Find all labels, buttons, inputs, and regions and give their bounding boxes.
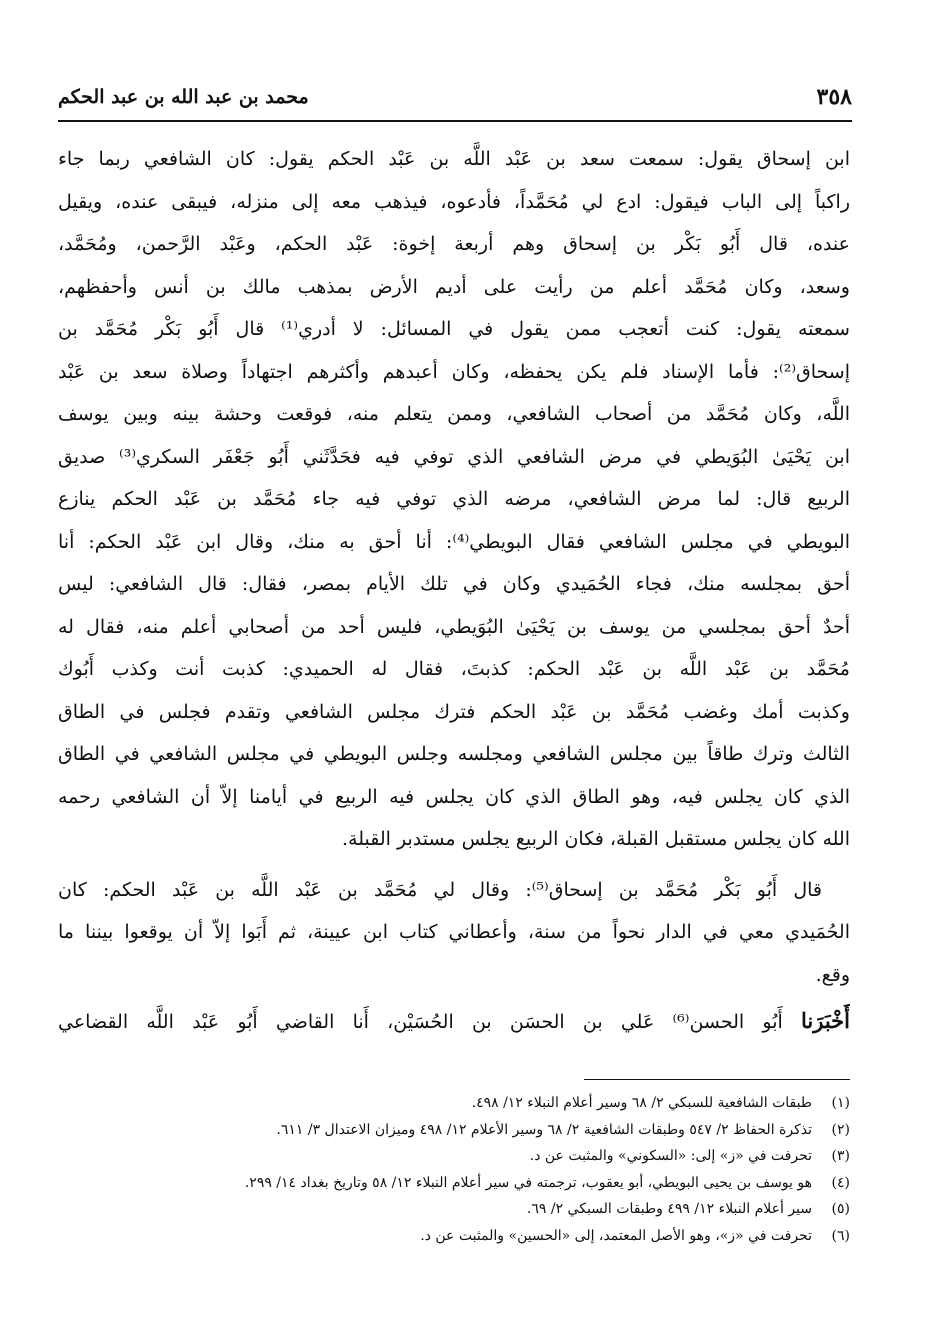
text-line: أحق بمجلسه منك، فجاء الحُمَيدي وكان في تلك الأيام بمصر، فقال: قال الشافعي: ليس bbox=[58, 573, 850, 595]
footnote-number: (٥) bbox=[831, 1201, 850, 1218]
text-line: الله كان يجلس مستقبل القبلة، فكان الربيع يجلس مستدبر القبلة. bbox=[342, 828, 850, 850]
text-line: وسعد، وكان مُحَمَّد أعلم من رأيت على أديم الأرض بمذهب مالك بن أنس وأحفظهم، bbox=[58, 275, 850, 298]
text-line: ابن إسحاق يقول: سمعت سعد بن عَبْد اللَّه بن عَبْد الحكم يقول: كان الشافعي ربما جاء bbox=[58, 148, 850, 170]
text-line: إسحاق⁽²⁾: فأما الإسناد فلم يكن يحفظه، وكان أعبدهم وأكثرهم اجتهاداً وصلاة سعد بن عَبْد bbox=[58, 360, 850, 383]
text-line: الحُمَيدي معي في الدار نحواً من سنة، وأعطاني كتاب ابن عيينة، ثم أَبَوا إلاّ أن يوقعوا بيننا ما bbox=[58, 921, 850, 943]
footnote-text: تحرفت في «ز» إلى: «السكوني» والمثبت عن د. bbox=[529, 1148, 812, 1165]
text-line: عنده، قال أَبُو بَكْر بن إسحاق وهم أربعة إخوة: عَبْد الحكم، وعَبْد الرَّحمن، ومُحَمَّد، bbox=[58, 233, 850, 255]
paragraph-3 bbox=[58, 1000, 850, 1043]
text-line: قال أَبُو بَكْر مُحَمَّد بن إسحاق⁽⁵⁾: وقال لي مُحَمَّد بن عَبْد اللَّه بن عَبْد الحكم: كان bbox=[58, 878, 822, 901]
text-line: سمعته يقول: كنت أتعجب ممن يقول في المسائل: لا أدري⁽¹⁾ قال أَبُو بَكْر مُحَمَّد بن bbox=[58, 318, 850, 340]
header-rule bbox=[58, 120, 852, 122]
footnote-number: (٢) bbox=[831, 1121, 850, 1138]
text-line: الذي كان يجلس فيه، وهو الطاق الذي كان يجلس فيه الربيع في أيامنا إلاّ أن الشافعي رحمه bbox=[58, 785, 850, 808]
page-number: ٣٥٨ bbox=[816, 84, 852, 110]
footnote-text: هو يوسف بن يحيى البويطي، أبو يعقوب، ترجمته في سير أعلام النبلاء ١٢/ ٥٨ وتاريخ بغداد ١٤/ ٢٩٩. bbox=[244, 1174, 812, 1191]
text-line: وقع. bbox=[815, 963, 850, 986]
text-line bbox=[58, 1000, 850, 1043]
narration-text: أَبُو الحسن⁽⁶⁾ عَلي بن الحسَن بن الحُسَيْن، أَنا القاضي أَبُو عَبْد اللَّه القضاعي bbox=[58, 1011, 802, 1033]
narration-lead: أَخْبَرَنا bbox=[801, 1008, 850, 1033]
paragraph-1 bbox=[58, 138, 850, 861]
text-line: راكباً إلى الباب فيقول: ادع لي مُحَمَّداً، فأدعوه، فيذهب معه إلى منزله، فيبقى عنده، ويقيل bbox=[58, 190, 850, 213]
paragraph-gap bbox=[58, 861, 850, 869]
footnote bbox=[58, 1170, 850, 1197]
text-line: اللَّه، وكان مُحَمَّد من أصحاب الشافعي، وممن يتعلم منه، فوقعت وحشة بينه وبين يوسف bbox=[58, 403, 850, 425]
footnote-text: سير أعلام النبلاء ١٢/ ٤٩٩ وطبقات السبكي ٢/ ٦٩. bbox=[526, 1201, 812, 1218]
footnote-number: (١) bbox=[831, 1095, 850, 1112]
text-line: وكذبت أمك وغضب مُحَمَّد بن عَبْد الحكم فترك مجلس الشافعي وتقدم فجلس في الطاق bbox=[58, 700, 850, 723]
text-line: الربيع قال: لما مرض الشافعي، مرضه الذي توفي فيه جاء مُحَمَّد بن عَبْد الحكم ينازع bbox=[58, 488, 850, 510]
text-line: ابن يَحْيَىٰ البُوَيطي في مرض الشافعي الذي توفي فيه فحَدَّثَني أَبُو جَعْفَر السكري⁽³⁾ صديق bbox=[58, 445, 850, 468]
text-line: أحدٌ أحق بمجلسي من يوسف بن يَحْيَىٰ البُوَيطي، فليس أحد من أصحابي أعلم منه، فقال له bbox=[58, 615, 850, 638]
footnote-number: (٤) bbox=[831, 1174, 850, 1191]
footnote bbox=[58, 1196, 850, 1223]
footnote-text: طبقات الشافعية للسبكي ٢/ ٦٨ وسير أعلام النبلاء ١٢/ ٤٩٨. bbox=[471, 1095, 812, 1112]
footnote-number: (٦) bbox=[831, 1227, 850, 1244]
footnote-number: (٣) bbox=[831, 1148, 850, 1165]
footnote bbox=[58, 1117, 850, 1144]
footnote bbox=[58, 1090, 850, 1117]
footnote bbox=[58, 1143, 850, 1170]
footnote bbox=[58, 1223, 850, 1250]
footnote-text: تذكرة الحفاظ ٢/ ٥٤٧ وطبقات الشافعية ٢/ ٦٨ وسير الأعلام ١٢/ ٤٩٨ وميزان الاعتدال ٣/ ٦١١. bbox=[276, 1121, 812, 1138]
paragraph-2 bbox=[58, 869, 850, 997]
text-line: مُحَمَّد بن عَبْد اللَّه بن عَبْد الحكم: كذبتَ، فقال له الحميدي: كذبت أنت وكذب أَبُوك bbox=[58, 658, 850, 680]
text-line: البويطي في مجلس الشافعي فقال البويطي⁽⁴⁾: أنا أحق به منك، وقال ابن عَبْد الحكم: أنا bbox=[58, 530, 850, 553]
footnote-text: تحرفت في «ز»، وهو الأصل المعتمد، إلى «الحسين» والمثبت عن د. bbox=[420, 1227, 812, 1244]
main-text bbox=[58, 138, 850, 1043]
footnotes bbox=[58, 1090, 850, 1249]
footnote-rule bbox=[584, 1079, 850, 1080]
running-title: محمد بن عبد الله بن عبد الحكم bbox=[58, 86, 309, 108]
text-line: الثالث وترك طاقاً بين مجلس الشافعي ومجلسه وجلس البويطي في مجلس الشافعي في الطاق bbox=[58, 743, 850, 765]
page-header bbox=[58, 80, 852, 114]
